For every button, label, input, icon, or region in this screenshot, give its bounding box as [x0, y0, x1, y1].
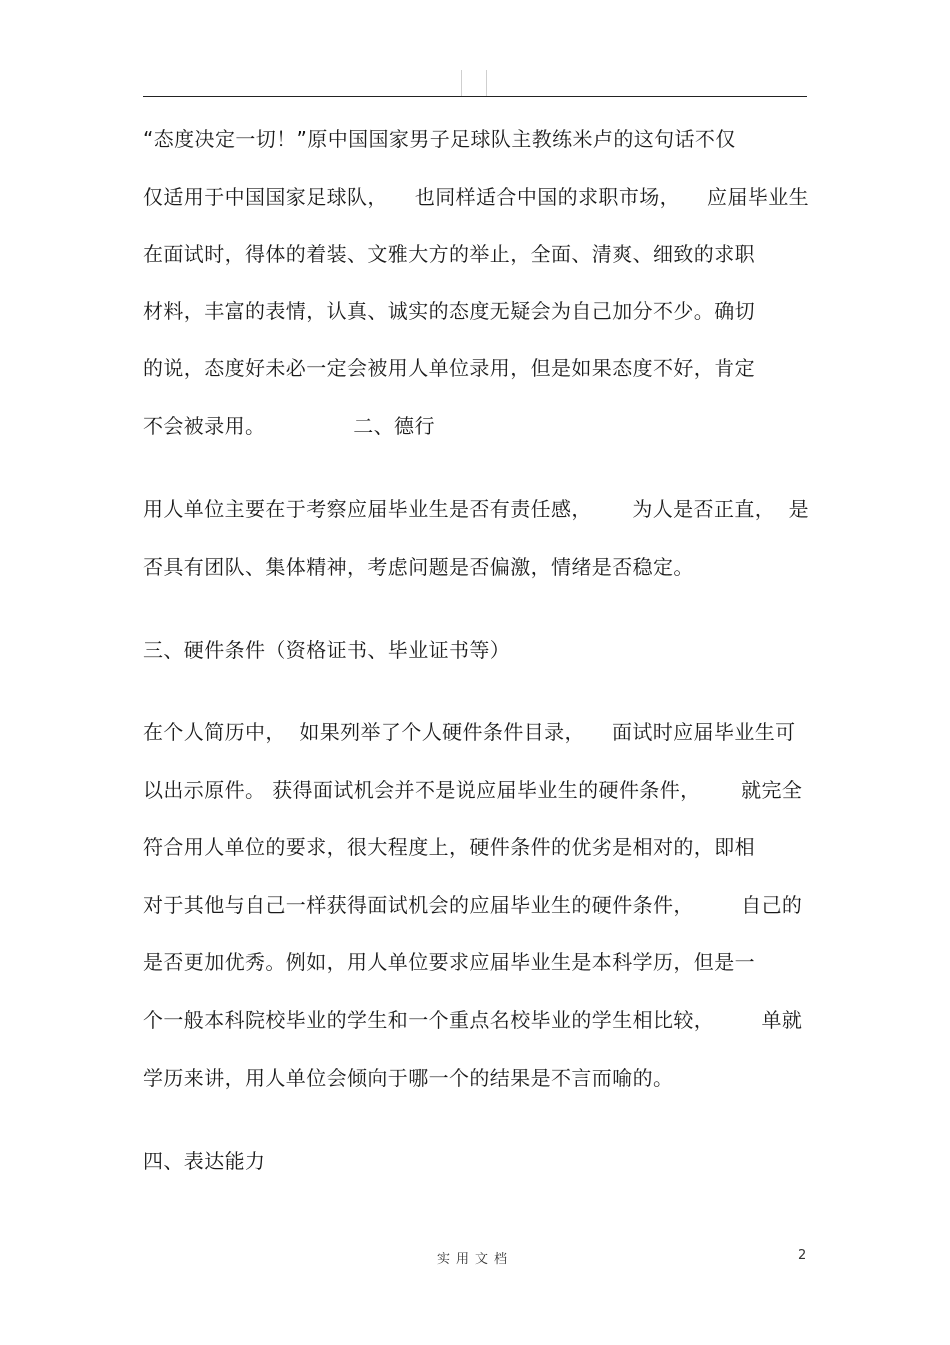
header-mark-left	[461, 70, 462, 96]
text-line: 的说，态度好未必一定会被用人单位录用，但是如果态度不好，肯定	[143, 356, 755, 380]
header-marks	[461, 70, 487, 96]
text-line: 个一般本科院校毕业的学生和一个重点名校毕业的学生相比较， 单就	[143, 1008, 803, 1032]
text-line: 在个人简历中， 如果列举了个人硬件条件目录， 面试时应届毕业生可	[143, 720, 796, 744]
section-heading: 四、表达能力	[143, 1149, 266, 1173]
text-line: 在面试时，得体的着装、文雅大方的举止，全面、清爽、细致的求职	[143, 242, 755, 266]
text-line: 以出示原件。 获得面试机会并不是说应届毕业生的硬件条件， 就完全	[143, 778, 803, 802]
text-line: 仅适用于中国国家足球队， 也同样适合中国的求职市场， 应届毕业生	[143, 185, 810, 209]
section-heading: 三、硬件条件（资格证书、毕业证书等）	[143, 638, 511, 662]
footer-label: 实用文档	[436, 1252, 513, 1267]
header-rule	[143, 96, 807, 97]
page-number: 2	[798, 1248, 807, 1263]
text-line: 学历来讲，用人单位会倾向于哪一个的结果是不言而喻的。	[143, 1066, 674, 1090]
header-mark-right	[486, 70, 487, 96]
text-line: 对于其他与自己一样获得面试机会的应届毕业生的硬件条件， 自己的	[143, 893, 803, 917]
text-line: 是否更加优秀。例如，用人单位要求应届毕业生是本科学历，但是一	[143, 950, 755, 974]
text-line: “态度决定一切！”原中国国家男子足球队主教练米卢的这句话不仅	[143, 127, 736, 151]
text-line: 不会被录用。 二、德行	[143, 414, 435, 438]
text-line: 否具有团队、集体精神，考虑问题是否偏激，情绪是否稳定。	[143, 555, 694, 579]
text-line: 用人单位主要在于考察应届毕业生是否有责任感， 为人是否正直， 是	[143, 497, 810, 521]
text-line: 符合用人单位的要求，很大程度上，硬件条件的优劣是相对的，即相	[143, 835, 755, 859]
text-line: 材料，丰富的表情，认真、诚实的态度无疑会为自己加分不少。确切	[143, 299, 755, 323]
